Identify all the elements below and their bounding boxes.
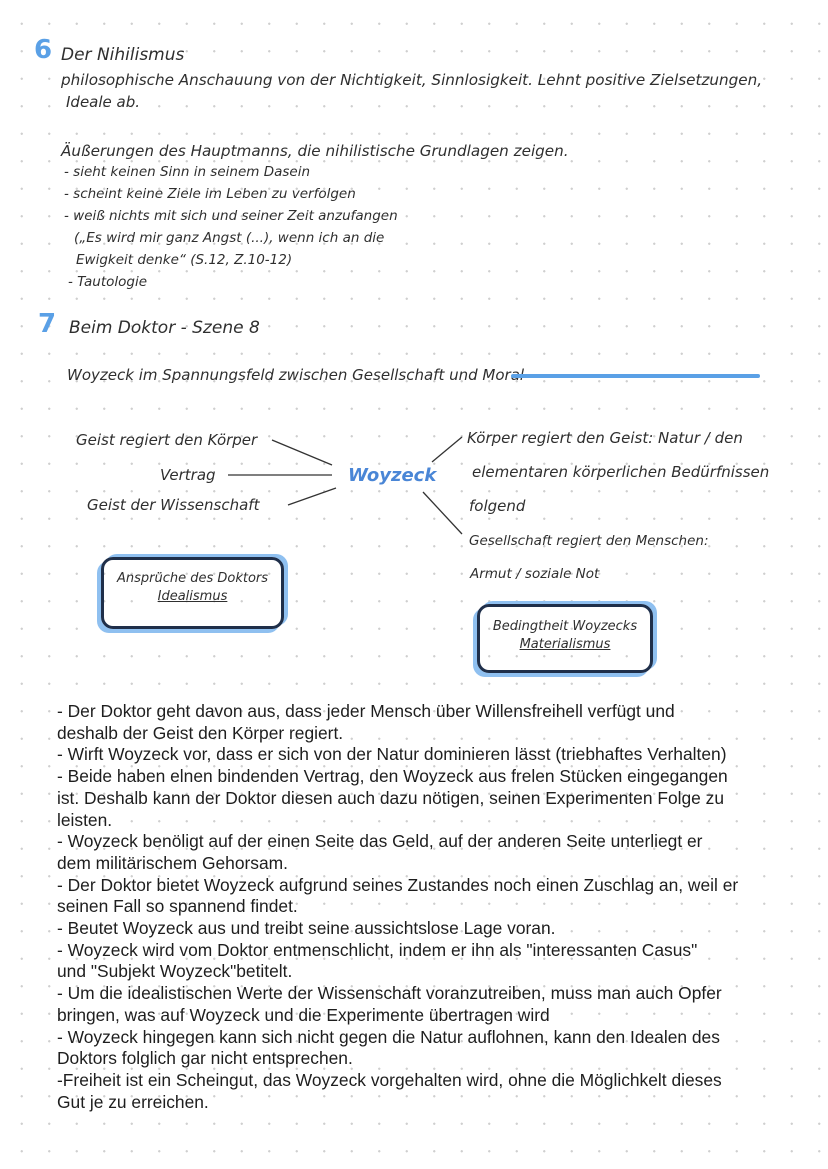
box-right-title: Bedingtheit Woyzecks: [492, 619, 638, 634]
section-7-number: 7: [38, 309, 57, 339]
typed-line: - Woyzeck hingegen kann sich nicht gegen die Natur auflohnen, kann den Idealen des: [57, 1026, 720, 1047]
typed-line: ist. Deshalb kann der Doktor diesen auch dazu nötigen, seinen Experimenten Folge zu: [57, 787, 725, 808]
mindmap-left-vertrag: Vertrag: [160, 466, 216, 484]
box-right-materialismus: Materialismus: [519, 637, 611, 652]
typed-line: - Der Doktor bietet Woyzeck aufgrund seines Zustandes noch einen Zuschlag an, weil er: [57, 874, 739, 895]
point-3: - weiß nichts mit sich und seiner Zeit anzufangen: [64, 208, 398, 224]
typed-line: - Der Doktor geht davon aus, dass jeder Mensch über Willensfreihell verfügt und: [57, 701, 675, 721]
quote-line-1: („Es wird mir ganz Angst (...), wenn ich an die: [74, 230, 385, 246]
typed-line: leisten.: [57, 809, 113, 830]
mindmap-right-line-4: Gesellschaft regiert den Menschen:: [469, 533, 709, 549]
typed-line: dem militärischem Gehorsam.: [57, 852, 288, 873]
connector-gesellschaft: [423, 492, 462, 534]
box-bedingtheit-woyzeck: [477, 604, 653, 673]
typed-line: seinen Fall so spannend findet.: [57, 896, 298, 917]
box-left-title: Ansprüche des Doktors: [116, 571, 269, 586]
section-6-title: Der Nihilismus: [61, 45, 185, 65]
typed-line: - Wirft Woyzeck vor, dass er sich von der Natur dominieren lässt (triebhaftes Verhalten): [57, 744, 727, 765]
typed-line: -Freiheit ist ein Scheingut, das Woyzeck vorgehalten wird, ohne die Möglichkelt dieses: [57, 1069, 722, 1090]
expressions-heading: Äußerungen des Hauptmanns, die nihilistische Grundlagen zeigen.: [61, 142, 569, 160]
mindmap-right-line-2: elementaren körperlichen Bedürfnissen: [472, 463, 770, 481]
point-1: - sieht keinen Sinn in seinem Dasein: [64, 164, 311, 180]
typed-line: deshalb der Geist den Körper regiert.: [57, 722, 344, 743]
typed-line: - Um die idealistischen Werte der Wissenschaft voranzutreiben, muss man auch Opfer: [57, 983, 722, 1004]
nihilism-definition-line-2: Ideale ab.: [66, 93, 141, 111]
mindmap-center-woyzeck: Woyzeck: [348, 465, 437, 486]
mindmap-right-line-3: folgend: [469, 497, 526, 515]
connector-geist-koerper: [272, 440, 332, 465]
mindmap-left-wissenschaft: Geist der Wissenschaft: [87, 496, 260, 514]
section-6-number: 6: [34, 35, 53, 65]
section-7-title: Beim Doktor - Szene 8: [69, 318, 260, 338]
typed-notes: [57, 701, 787, 1113]
point-2: - scheint keine Ziele im Leben zu verfolgen: [64, 186, 356, 202]
typed-line: und "Subjekt Woyzeck"betitelt.: [57, 961, 293, 982]
mindmap-left-geist-koerper: Geist regiert den Körper: [76, 431, 258, 449]
typed-line: - Beutet Woyzeck aus und treibt seine aussichtslose Lage voran.: [57, 918, 556, 939]
mindmap-right-line-5: Armut / soziale Not: [470, 566, 600, 582]
quote-line-2: Ewigkeit denke“ (S.12, Z.10-12): [76, 252, 293, 268]
box-left-idealismus: Idealismus: [157, 589, 228, 604]
typed-line: bringen, was auf Woyzeck und die Experimente übertragen wird: [57, 1004, 550, 1025]
typed-line: - Woyzeck wird vom Doktor entmenschlicht, indem er ihn als "interessanten Casus": [57, 939, 698, 960]
typed-line: Gut je zu erreichen.: [57, 1091, 209, 1112]
typed-line: - Woyzeck benöligt auf der einen Seite das Geld, auf der anderen Seite unterliegt er: [57, 831, 703, 852]
connector-wissenschaft: [288, 488, 336, 505]
mindmap-right-line-1: Körper regiert den Geist: Natur / den: [467, 429, 743, 447]
typed-line: Doktors folglich gar nicht entsprechen.: [57, 1048, 353, 1069]
box-ansprueche-doktor: [101, 557, 284, 629]
nihilism-definition-line-1: philosophische Anschauung von der Nichtigkeit, Sinnlosigkeit. Lehnt positive Zielsetzungen,: [61, 71, 763, 89]
typed-line: - Beide haben elnen bindenden Vertrag, den Woyzeck aus frelen Stücken eingegangen: [57, 766, 728, 787]
section-7-subtitle: Woyzeck im Spannungsfeld zwischen Gesellschaft und Moral: [67, 366, 525, 384]
point-tautologie: - Tautologie: [68, 274, 148, 290]
connector-natur: [432, 437, 462, 462]
